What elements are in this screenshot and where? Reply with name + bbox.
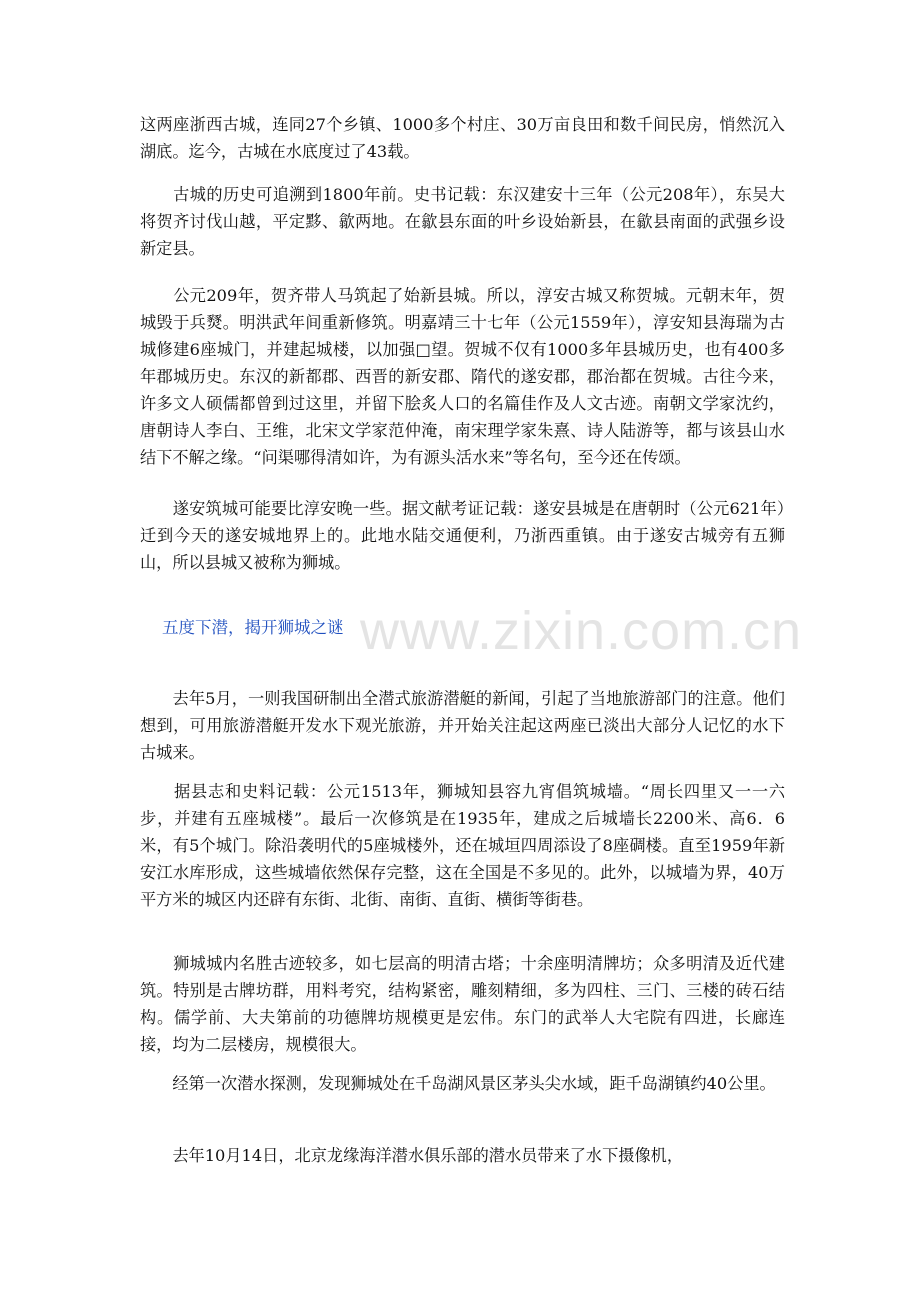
watermark: www.zixin.com.cn bbox=[360, 601, 803, 661]
section-heading: 五度下潜，揭开狮城之谜 bbox=[162, 618, 344, 637]
paragraph: 据县志和史料记载：公元1513年，狮城知县容九宵倡筑城墙。“周长四里又一一六步，并建有五座城楼”。最后一次修筑是在1935年，建成之后城墙长2200米、高6．6米，有5个城门。除沿袭明代的5座城楼外，还在城垣四周添设了8座碉楼。直至1959年新安江水库形成，这些城墙依然保存完整，这在全国是不多见的。此外，以城墙为界，40万平方米的城区内还辟有东街、北街、南街、直街、横街等街巷。 bbox=[140, 782, 786, 909]
paragraph: 经第一次潜水探测，发现狮城处在千岛湖风景区茅头尖水域，距千岛湖镇约40公里。 bbox=[140, 1074, 776, 1093]
paragraph: 古城的历史可追溯到1800年前。史书记载：东汉建安十三年（公元208年），东吴大将贺齐讨伐山越，平定黟、歙两地。在歙县东面的叶乡设始新县，在歙县南面的武强乡设新定县。 bbox=[140, 185, 785, 258]
paragraph: 去年5月，一则我国研制出全潜式旅游潜艇的新闻，引起了当地旅游部门的注意。他们想到，可用旅游潜艇开发水下观光旅游，并开始关注起这两座已淡出大部分人记忆的水下古城来。 bbox=[140, 689, 785, 762]
paragraph: 公元209年，贺齐带人马筑起了始新县城。所以，淳安古城又称贺城。元朝末年，贺城毁于兵燹。明洪武年间重新修筑。明嘉靖三十七年（公元1559年），淳安知县海瑞为古城修建6座城门，并建起城楼，以加强□望。贺城不仅有1000多年县城历史，也有400多年郡城历史。东汉的新都郡、西晋的新安郡、隋代的遂安郡，郡治都在贺城。古往今来，许多文人硕儒都曾到过这里，并留下脍炙人口的名篇佳作及人文古迹。南朝文学家沈约，唐朝诗人李白、王维，北宋文学家范仲淹，南宋理学家朱熹、诗人陆游等，都与该县山水结下不解之缘。“问渠哪得清如许，为有源头活水来”等名句，至今还在传颂。 bbox=[140, 286, 785, 467]
paragraph: 这两座浙西古城，连同27个乡镇、1000多个村庄、30万亩良田和数千间民房，悄然沉入湖底。迄今，古城在水底度过了43载。 bbox=[140, 115, 785, 161]
paragraph: 去年10月14日，北京龙缘海洋潜水俱乐部的潜水员带来了水下摄像机， bbox=[140, 1146, 684, 1165]
paragraph: 遂安筑城可能要比淳安晚一些。据文献考证记载：遂安县城是在唐朝时（公元621年）迁到今天的遂安城地界上的。此地水陆交通便利，乃浙西重镇。由于遂安古城旁有五狮山，所以县城又被称为狮城。 bbox=[140, 499, 785, 572]
paragraph: 狮城城内名胜古迹较多，如七层高的明清古塔；十余座明清牌坊；众多明清及近代建筑。特别是古牌坊群，用料考究，结构紧密，雕刻精细，多为四柱、三门、三楼的砖石结构。儒学前、大夫第前的功德牌坊规模更是宏伟。东门的武举人大宅院有四进，长廊连接，均为二层楼房，规模很大。 bbox=[140, 954, 785, 1054]
